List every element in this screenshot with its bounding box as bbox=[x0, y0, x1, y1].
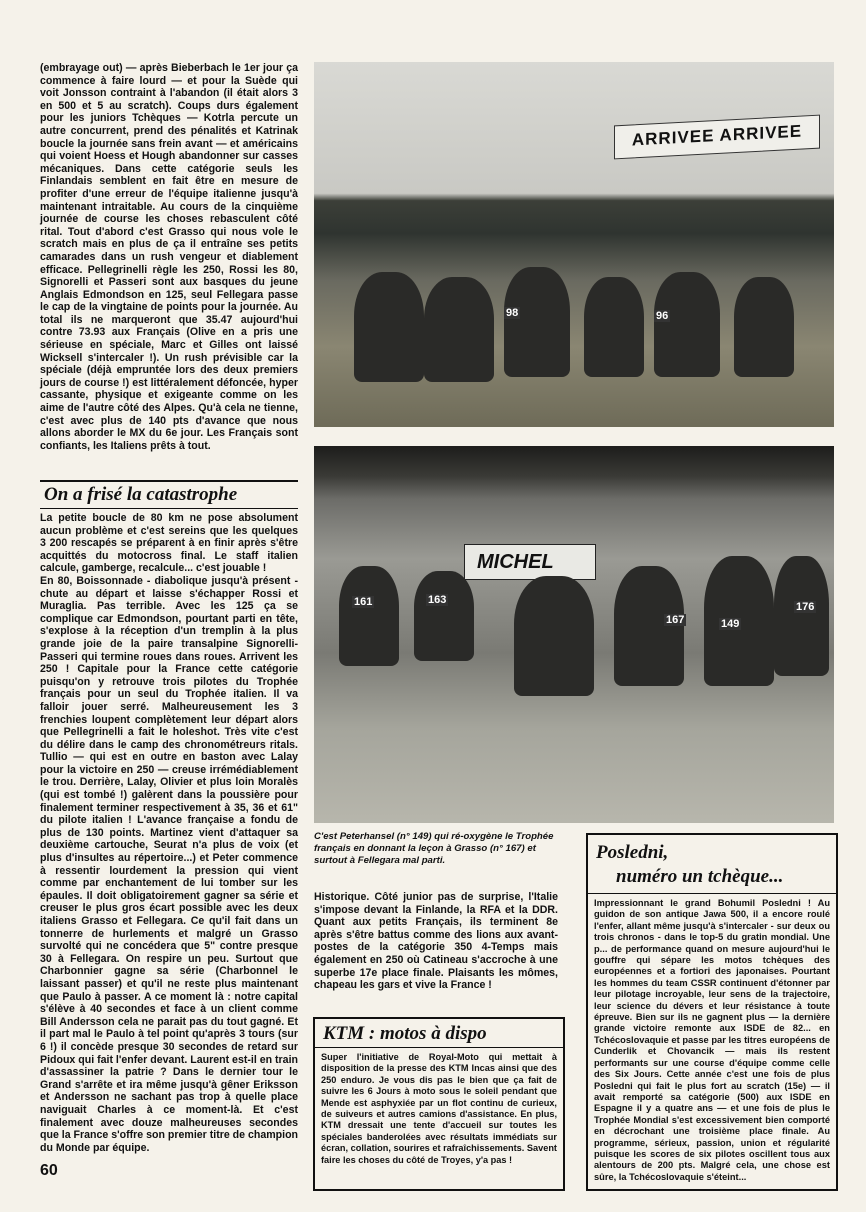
rider-figure bbox=[774, 556, 829, 676]
arrivee-banner bbox=[614, 115, 820, 160]
rider-figure bbox=[734, 277, 794, 377]
article-paragraph: En 80, Boissonnade - diabolique jusqu'à présent - chute au départ et laisse s'échapper Rossi et Muraglia. Pas terrible. Avec les 125 ça se complique car Edmondson, pourtant parti en tête, s'explose à la réception d'un tremplin à la plus grande joie de la paire transalpine Signorelli-Passeri qui termine roues dans roues. Arrivent les 250 ! Capitale pour la France cette catégorie puisqu'on y retrouve trois pilotes du Trophée français pour un seul du Trophée italien. Il va falloir jouer serré. Malheureusement les 3 frenchies loupent complètement leur départ alors que Pellegrinelli a fait le holeshot. Très vite c'est du délire dans le camp des chronométreurs ritals. Tullio — qui est en outre en baston avec Lalay pour la victoire en 250 — creuse irrémédiablement le trou. Derrière, Lalay, Olivier et plus loin Moralès (qui est tombé !) galèrent dans la poussière pour finalement terminer respectivement à 35, 36 et 61" du pilote italien ! L'avance française a fondu de plus de 130 points. Martinez vient d'attaquer sa deuxième cartouche, Seurat n'a plus de voix (et plus d'insultes au répertoire...) et Peter commence à ressentir lourdement la pression qui vient comme par enchantement de lui tomber sur les épaules. Il doit obligatoirement gagner sa série et creuser le plus gros écart possible avec les deux italiens Grasso et Fellegara. Ce qu'il fait dans un tonnerre de hurlements et malgré un Grasso survolté qui ne concédera que 5" contre presque 30 à Fellegara. On respire un peu. Surtout que Charbonnier gagne sa série (Charbonnel le laissant passer) et qu'il ne reste plus maintenant que Paulo à passer. A ce moment là : notre capital s'élève à 40 secondes et face à un client comme Bill Andersson cela ne parait pas du tout gagné. Et il part mal le Paulo à tel point qu'après 3 tours (sur 6 !) il concède presque 30 secondes de retard sur Pidoux qui fait l'enfer devant. Laurent est-il en train d'assassiner la patrie ? Dans le dernier tour le Grand s'arrête et ira même jusqu'à gêner Eriksson et Andersson ne sachant pas trop à quelle place naviguait Charles à ce moment-là. Et c'est finalement avec douze malheureuses secondes que la France s'offre son premier titre de champion du Monde par équipe. bbox=[40, 574, 299, 1154]
bike-number: 98 bbox=[506, 307, 519, 319]
bike-number: 149 bbox=[721, 618, 740, 630]
article-paragraph: (embrayage out) — après Bieberbach le 1er jour ça commence à faire lourd — et pour la Suède qui voit Jonsson contraint à l'abandon (il était alors 3 en 500 et 5 au scratch). Coups durs également pour les juniors Tchèques — Kotrla percute un autre concurrent, prend des pénalités et Katrinak boucle la journée sans frein avant — et américains qui voient Hoess et Hough abandonner sur casses mécaniques. Dans cette catégorie seuls les Finlandais semblent en fait être en mesure de profiter d'une erreur de l'équipe italienne jusqu'à maintenant intraitable. Au cours de la cinquième journée de course les choses rebasculent côté rital. Tout d'abord c'est Grasso qui nous vole le scratch mais en plus de ça il entraîne ses petits camarades dans un rush vengeur et diablement efficace. Pellegrinelli règle les 250, Rossi les 80, Signorelli et Passeri sont aux basques du jeune Anglais Edmondson en 125, seul Fellegara passe le cap de la vingtaine de points pour la journée. Au total ils ne marqueront que 35.47 aujourd'hui contre 73.93 aux Français (Olive en a pris une sérieuse en spéciale, Marc et Gilles ont laissé Wicksell s'intercaler !). Un rush prévisible car la spéciale (déjà empruntée lors des deux premiers jours de course !) est littéralement défoncée, hyper cassante, physique et exigeante comme on les aime de l'autre côté des Alpes. Qu'à cela ne tienne, c'est avec plus de 140 pts d'avance que nous allons aborder le MX du 6e jour. Les Français sont confiants, les Italiens prêts à tout. bbox=[40, 62, 298, 452]
bike-number: 176 bbox=[796, 601, 815, 613]
article-paragraph: Historique. Côté junior pas de surprise, l'Italie s'impose devant la Finlande, la RFA et la DDR. Quant aux petits Français, ils terminent 8e après s'être battus comme des lions aux avant-postes de la catégorie 350 4-Temps mais également en 250 où Catineau s'accroche à une superbe 17e place finale. Plaisants les mômes, chapeau les gars et vive la France ! bbox=[314, 891, 558, 992]
posledni-box-title bbox=[588, 835, 836, 894]
rider-figure bbox=[584, 277, 644, 377]
photo-caption-text: C'est Peterhansel (n° 149) qui ré-oxygène le Trophée français en donnant la leçon à Grasso (n° 167) et surtout à Fellegara mal parti. bbox=[314, 831, 554, 866]
article-column-middle bbox=[314, 891, 558, 992]
posledni-sidebar-box bbox=[586, 833, 838, 1191]
article-column-bottom bbox=[40, 512, 298, 1154]
rider-figure bbox=[339, 566, 399, 666]
article-paragraph: La petite boucle de 80 km ne pose absolument aucun problème et c'est sereins que les quelques 3 200 rescapés se préparent à en finir après s'être acquittés du motocross final. Le staff italien calcule, gamberge, recalcule... c'est jouable ! bbox=[40, 512, 298, 575]
section-heading-text: On a frisé la catastrophe bbox=[44, 484, 238, 505]
bike-number: 163 bbox=[428, 594, 447, 606]
rider-figure bbox=[614, 566, 684, 686]
ktm-sidebar-box bbox=[313, 1017, 565, 1191]
page-number: 60 bbox=[40, 1162, 58, 1179]
ktm-box-title: KTM : motos à dispo bbox=[315, 1019, 563, 1048]
motocross-race-photo bbox=[314, 446, 834, 823]
posledni-title-line: numéro un tchèque... bbox=[616, 866, 784, 887]
article-column-top bbox=[40, 62, 298, 452]
section-heading bbox=[40, 480, 298, 509]
rider-figure bbox=[424, 277, 494, 382]
bike-number: 167 bbox=[666, 614, 685, 626]
ktm-box-body: Super l'initiative de Royal-Moto qui mettait à disposition de la presse des KTM Incas ainsi que des 250 enduro. Je vous dis pas le bien que ça fait de suivre les 6 Jours à moto sous le soleil pendant que Mende est asphyxiée par un flot continu de curieux, de suiveurs et autres camions d'assistance. En plus, KTM dressait une tente d'accueil sur toutes les spéciales banderolées avec résultats immédiats sur écran, collation, sourires et rafraîchissements. Savent faire les choses du côté de Troyes, y'a pas ! bbox=[321, 1052, 557, 1165]
rider-figure bbox=[354, 272, 424, 382]
posledni-title-line: Posledni, bbox=[596, 842, 669, 863]
photo-caption bbox=[314, 831, 558, 867]
rider-figure bbox=[514, 576, 594, 696]
rider-figure bbox=[654, 272, 720, 377]
rider-figure bbox=[504, 267, 570, 377]
sponsor-banner-text: MICHEL bbox=[477, 551, 554, 573]
rider-figure bbox=[414, 571, 474, 661]
bike-number: 96 bbox=[656, 310, 669, 322]
sponsor-banner bbox=[464, 544, 596, 580]
arrivee-banner-text: ARRIVEE ARRIVEE bbox=[631, 121, 803, 150]
motocross-start-photo bbox=[314, 62, 834, 427]
bike-number: 161 bbox=[354, 596, 373, 608]
posledni-box-body: Impressionnant le grand Bohumil Posledni ! Au guidon de son antique Jawa 500, il a encore roulé l'enfer, allant même jusqu'à s'intercaler - sur deux ou trois chronos - dans le top-5 du gratin mondial. Une p... de performance quand on mesure aujourd'hui le gouffre qui sépare les motos tchèques des européennes et a fortiori des japonaises. Pourtant les hommes du team CSSR continuent d'étonner par leur pilotage incroyable, leur sens de la trajectoire, leur science du dévers et leur résistance à toute épreuve. Bien sur ils ne gagnent plus — la dernière grande victoire remonte aux ISDE de 82... en Tchécoslovaquie et passe par les titres européens de Cunderlik et Chovancik — mais ils restent performants sur une course d'équipe comme celle des Six Jours. Cette année c'est une fois de plus Posledni qui fait le plus fort au scratch (15e) — il avait remporté sa catégorie (500) aux ISDE en Espagne il y a quatre ans — et une fois de plus le Trophée Mondial s'est excessivement bien comporté en décrochant une troisième place finale. Au programme, sérieux, passion, union et régularité puisque les scores de six pilotes oscillent tous aux alentours de 200 pts. Malgré cela, une chose est sûre, la Tchécoslovaquie s'éteint... bbox=[594, 898, 830, 1182]
